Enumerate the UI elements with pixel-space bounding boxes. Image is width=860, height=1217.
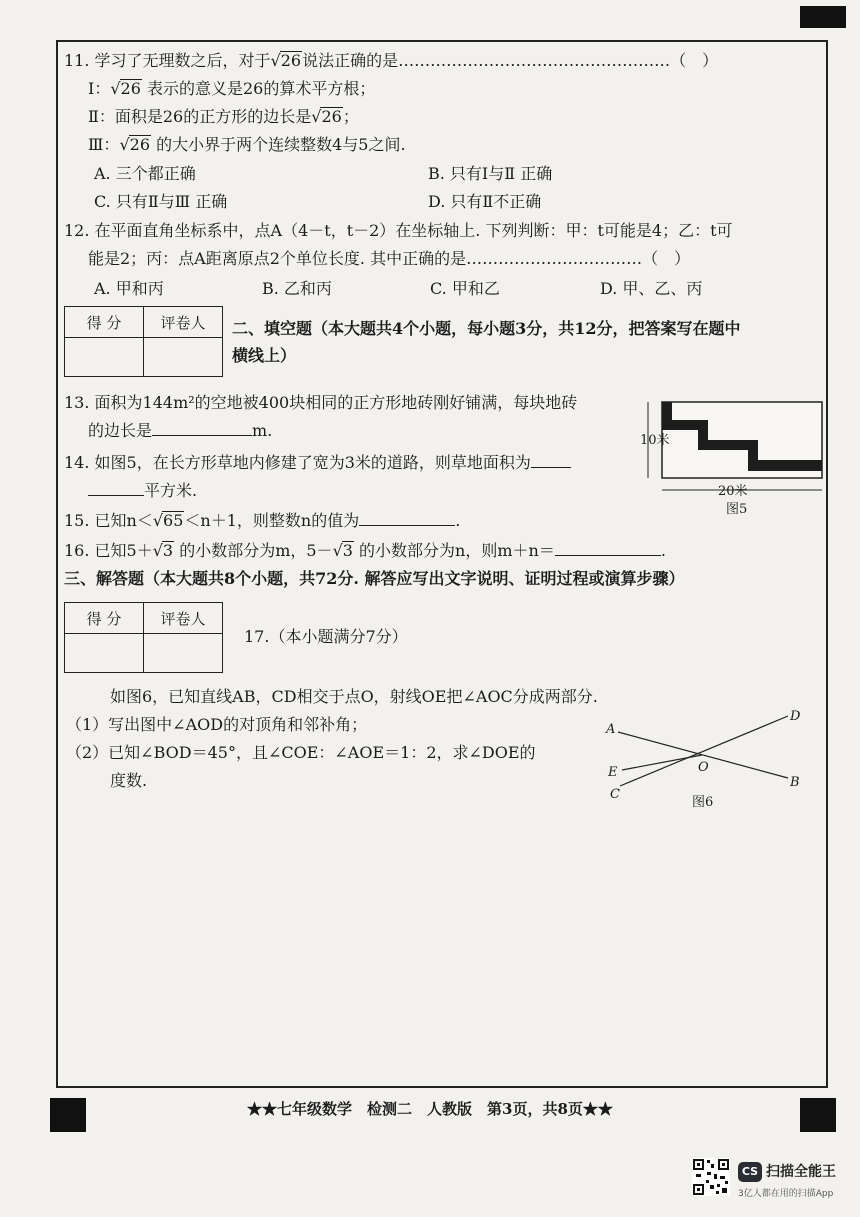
grader-cell [144,338,223,377]
q15-answer-blank [359,525,455,526]
point-o-label: O [698,760,709,775]
line-cd [620,716,788,786]
scanner-tagline: 3亿人都在用的扫描App [738,1189,834,1199]
q11-statement-1: Ⅰ：√26 表示的意义是26的算术平方根； [88,79,376,98]
score-cell [65,338,144,377]
qr-code-icon [692,1158,730,1196]
q15: 15. 已知n＜√65＜n＋1，则整数n的值为 . [64,511,461,530]
section-2-heading-cont: 横线上） [232,346,297,365]
point-e-label: E [608,765,618,780]
q11-option-a: A. 三个都正确 [94,164,196,183]
point-c-label: C [610,787,620,802]
section-3-heading: 三、解答题（本大题共8个小题，共72分. 解答应写出文字说明、证明过程或演算步骤） [64,569,685,588]
q16: 16. 已知5＋√3 的小数部分为m，5－√3 的小数部分为n，则m＋n＝ . [64,541,666,560]
q14-answer-blank-cont [88,495,144,496]
q17-intro: 如图6，已知直线AB，CD相交于点O，射线OE把∠AOC分成两部分. [110,687,598,706]
point-a-label: A [606,722,616,737]
q11-statement-3: Ⅲ：√26 的大小界于两个连续整数4与5之间. [88,135,406,154]
q13-line-1: 13. 面积为144m²的空地被400块相同的正方形地砖刚好铺满，每块地砖 [64,393,578,412]
q13-line-2: 的边长是 m. [88,421,273,440]
scanner-app-name: 扫描全能王 [766,1164,836,1180]
score-table-q17 [64,602,223,673]
scanner-logo-icon: CS [738,1162,762,1182]
q11-statement-2: Ⅱ：面积是26的正方形的边长是√26； [88,107,359,126]
q17-part-2-cont: 度数. [110,771,148,790]
figure-5-diagram [640,398,830,518]
width-label: 20米 [718,484,748,499]
q11-stem: 11. 学习了无理数之后，对于√26说法正确的是……………………………………………（ ） [64,51,719,70]
q14-line-2: 平方米. [88,480,197,502]
score-label: 得 分 [65,307,144,338]
q14-answer-blank [531,467,571,468]
score-cell [65,634,144,673]
q12-line-1: 12. 在平面直角坐标系中，点A（4－t，t－2）在坐标轴上. 下列判断：甲：t可能是4；乙：t可 [64,221,733,240]
figure-6-diagram [598,700,808,810]
section-2-heading: 二、填空题（本大题共4个小题，每小题3分，共12分，把答案写在题中 [232,319,741,338]
height-label: 10米 [640,433,670,448]
q17-part-1: （1）写出图中∠AOD的对顶角和邻补角； [66,715,368,734]
point-b-label: B [790,775,800,790]
q17-title: 17.（本小题满分7分） [244,627,408,646]
q13-answer-blank [152,435,252,436]
grader-label: 评卷人 [144,603,223,634]
q12-option-d: D. 甲、乙、丙 [600,279,703,298]
q16-answer-blank [555,555,661,556]
q12-option-c: C. 甲和乙 [430,279,500,298]
figure-5-caption: 图5 [726,502,748,517]
page-footer: ★★七年级数学 检测二 人教版 第3页，共8页★★ [247,1100,613,1118]
q12-line-2: 能是2；丙：点A距离原点2个单位长度. 其中正确的是……………………………（ ） [88,249,691,268]
score-label: 得 分 [65,603,144,634]
registration-mark-top-right [800,6,846,28]
ray-oe [622,755,702,770]
score-table-section-2 [64,306,223,377]
grader-label: 评卷人 [144,307,223,338]
point-d-label: D [790,709,801,724]
q17-part-2: （2）已知∠BOD＝45°，且∠COE：∠AOE＝1：2，求∠DOE的 [66,743,536,762]
q11-option-b: B. 只有Ⅰ与Ⅱ 正确 [428,164,553,183]
figure-6-caption: 图6 [692,795,714,810]
q12-option-a: A. 甲和丙 [94,279,164,298]
q11-option-c: C. 只有Ⅱ与Ⅲ 正确 [94,192,228,211]
q11-option-d: D. 只有Ⅱ不正确 [428,192,542,211]
grader-cell [144,634,223,673]
q14-line-1: 14. 如图5，在长方形草地内修建了宽为3米的道路，则草地面积为 [64,452,571,474]
q12-option-b: B. 乙和丙 [262,279,332,298]
